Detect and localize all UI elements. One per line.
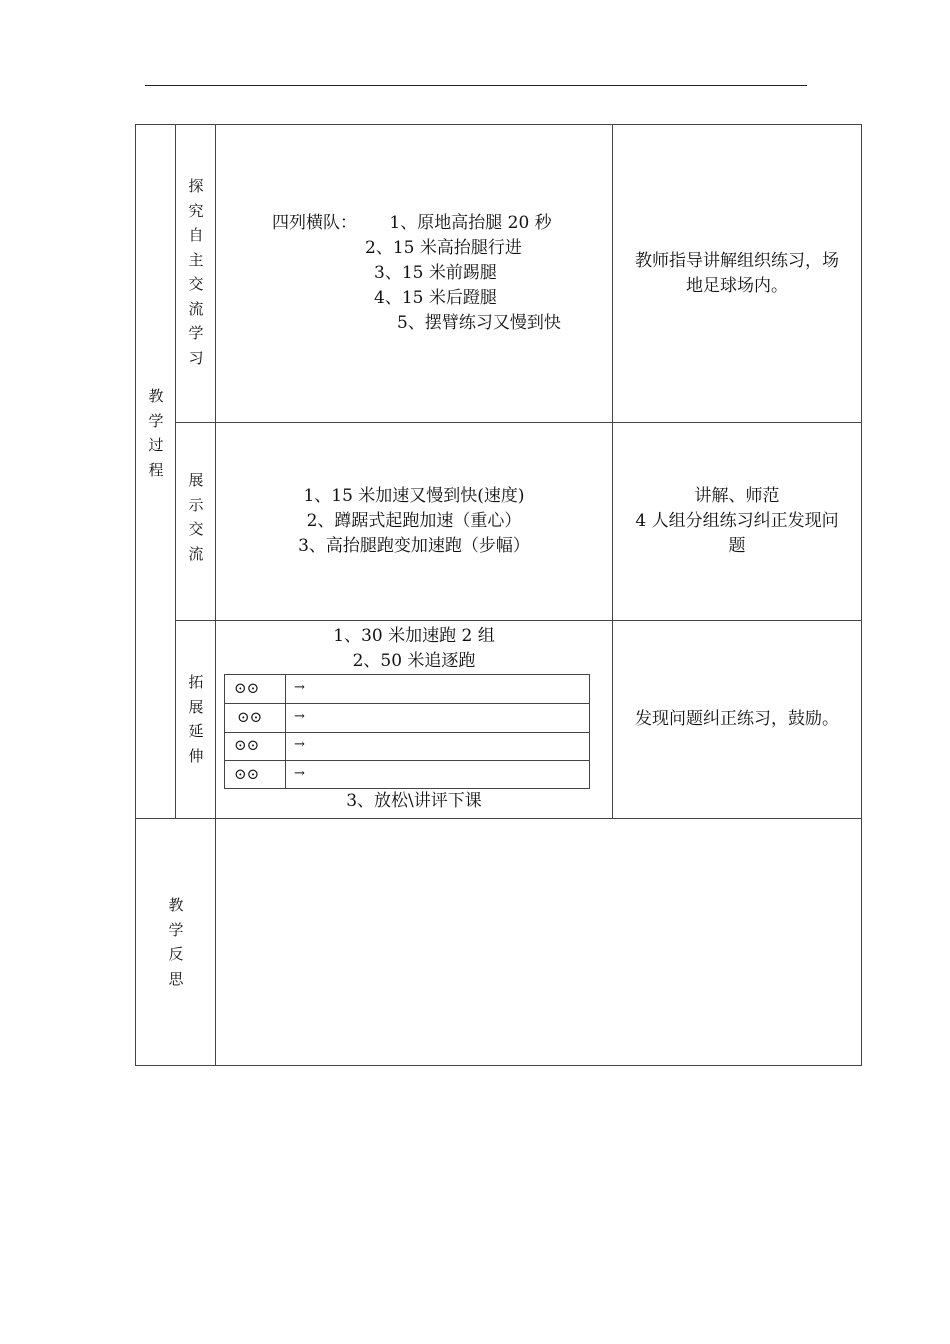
teaching-process-label: 教 学 过 程 [148,387,164,479]
player-markers: ⊙⊙ [234,736,260,754]
lane-row-divider [225,760,589,761]
method-line: 题 [728,536,746,556]
player-markers: ⊙⊙ [234,765,260,783]
content-line: 2、蹲踞式起跑加速（重心） [306,511,522,531]
content-line: 3、15 米前踢腿 [374,263,497,283]
group-label-divider [175,124,176,818]
lane-diagram [224,674,590,789]
section-divider-1 [175,422,862,423]
content-line: 四列横队： 1、原地高抬腿 20 秒 [272,213,552,233]
section-show-method [613,484,861,559]
content-line: 3、高抬腿跑变加速跑（步幅） [298,536,530,556]
arrow-right-icon: → [294,737,305,752]
method-line: 4 人组分组练习纠正发现问 [635,511,839,531]
section-divider-2 [175,620,862,621]
section-label-show: 展 示 交 流 [188,471,204,563]
method-line: 发现问题纠正练习，鼓励。 [635,709,839,729]
section-explore-method [613,249,861,299]
reflection-label: 教 学 反 思 [168,896,184,988]
table-border-bottom [135,1065,862,1066]
reflection-content [216,819,861,1064]
section-extend-content [216,624,612,674]
content-line: 2、15 米高抬腿行进 [365,238,522,258]
method-line: 地足球场内。 [686,276,788,296]
player-markers: ⊙⊙ [234,679,260,697]
section-label-extend: 拓 展 延 伸 [188,673,204,765]
lane-row-divider [225,732,589,733]
arrow-right-icon: → [294,766,305,781]
arrow-right-icon: → [294,680,305,695]
table-border-right [861,124,862,1065]
lane-row-divider [225,703,589,704]
player-markers: ⊙⊙ [237,708,263,726]
section-label-explore: 探 究 自 主 交 流 学 习 [188,177,204,367]
section-extend-closing: 3、放松\讲评下课 [346,791,482,811]
method-line: 教师指导讲解组织练习，场 [635,251,839,271]
content-line: 5、摆臂练习又慢到快 [397,313,561,333]
content-line: 2、50 米追逐跑 [352,651,476,671]
method-line: 讲解、师范 [694,486,780,506]
table-border-top [135,124,862,125]
content-line: 1、30 米加速跑 2 组 [333,626,495,646]
arrow-right-icon: → [294,709,305,724]
section-show-content [216,484,612,559]
table-border-left [135,124,136,1065]
header-rule [145,85,807,86]
content-line: 1、15 米加速又慢到快(速度) [303,486,525,506]
content-line: 4、15 米后蹬腿 [374,288,497,308]
section-extend-method [613,707,861,732]
